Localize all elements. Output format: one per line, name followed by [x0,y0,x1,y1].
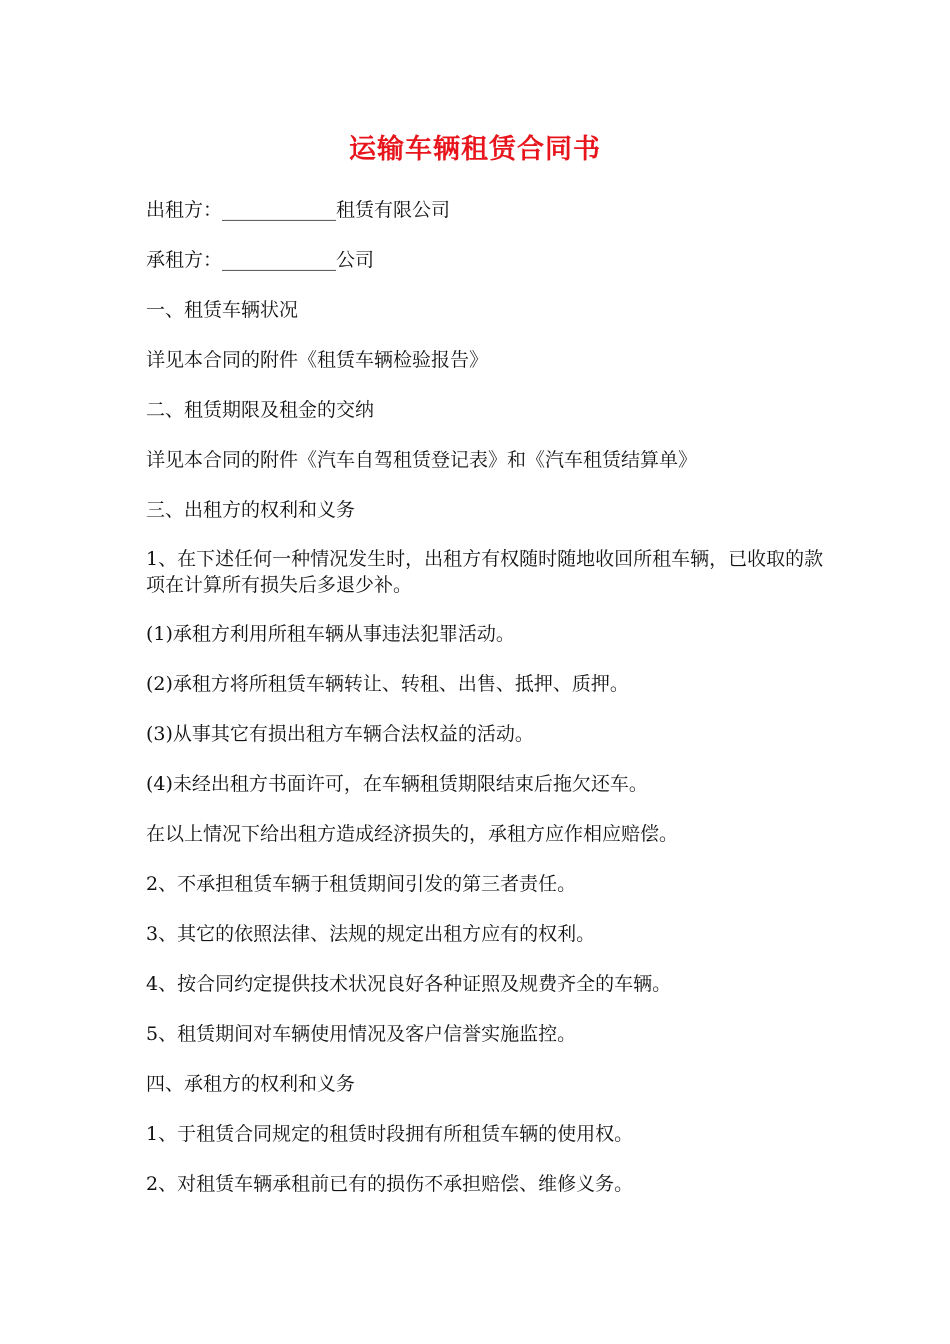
list-item: 5、租赁期间对车辆使用情况及客户信誉实施监控。 [146,1023,577,1045]
list-item: (3)从事其它有损出租方车辆合法权益的活动。 [146,723,534,745]
lessee-line [146,246,836,274]
paragraph: 1、在下述任何一种情况发生时，出租方有权随时随地收回所租车辆，已收取的款项在计算所有损失后多退少补。 [146,548,824,596]
lessee-label: 承租方：____________ [146,249,337,271]
section-heading-1: 一、租赁车辆状况 [146,299,299,321]
list-item: (4)未经出租方书面许可，在车辆租赁期限结束后拖欠还车。 [146,773,648,795]
section-heading-2: 二、租赁期限及租金的交纳 [146,399,375,421]
lessor-line [146,196,836,224]
paragraph: 在以上情况下给出租方造成经济损失的，承租方应作相应赔偿。 [146,823,679,845]
lessor-label: 出租方：____________ [146,199,337,221]
section-heading-3: 三、出租方的权利和义务 [146,499,356,521]
paragraph: 详见本合同的附件《租赁车辆检验报告》 [146,349,489,371]
list-item: 2、对租赁车辆承租前已有的损伤不承担赔偿、维修义务。 [146,1173,634,1195]
lessor-suffix: 租赁有限公司 [336,199,451,221]
list-item: 1、于租赁合同规定的租赁时段拥有所租赁车辆的使用权。 [146,1123,634,1145]
section-heading-4: 四、承租方的权利和义务 [146,1073,356,1095]
document-body [146,196,836,1220]
list-item: 3、其它的依照法律、法规的规定出租方应有的权利。 [146,923,596,945]
paragraph: 详见本合同的附件《汽车自驾租赁登记表》和《汽车租赁结算单》 [146,449,698,471]
list-item: (2)承租方将所租赁车辆转让、转租、出售、抵押、质押。 [146,673,629,695]
list-item: 2、不承担租赁车辆于租赁期间引发的第三者责任。 [146,873,577,895]
list-item: 4、按合同约定提供技术状况良好各种证照及规费齐全的车辆。 [146,973,672,995]
list-item: (1)承租方利用所租车辆从事违法犯罪活动。 [146,623,515,645]
lessee-suffix: 公司 [336,249,375,271]
document-title: 运输车辆租赁合同书 [349,134,601,165]
